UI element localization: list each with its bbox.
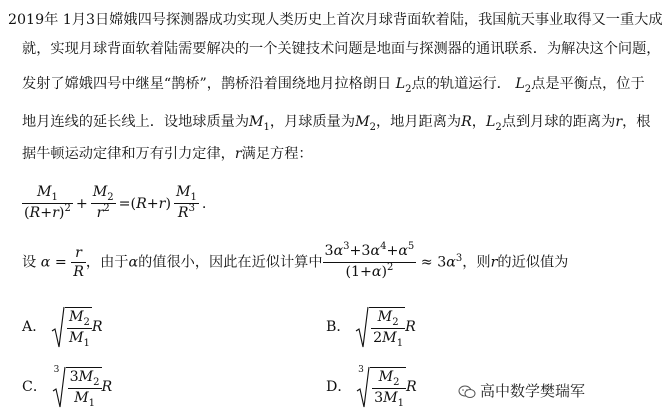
cube-root-sign: 3 $\frac{M_2}{3M_1}$ <box>358 365 405 409</box>
fraction-moon-term: $\frac{M_2}{r^2}$ <box>92 184 114 221</box>
watermark-text: 高中数学樊瑞军 <box>480 382 586 400</box>
cube-root-sign: 3 $\frac{3M_2}{M_1}$ <box>53 365 100 409</box>
option-b[interactable]: B． $\frac{M_2}{2M_1}$ R <box>326 305 416 349</box>
m1-symbol: $M_1$ <box>249 114 270 133</box>
fraction-earth-term: $\frac{M_1}{(R+r)^2}$ <box>24 184 71 221</box>
r-cap-symbol: R <box>461 114 472 130</box>
m2-symbol: $M_2$ <box>355 114 376 133</box>
sqrt-sign: $\frac{M_2}{2M_1}$ <box>355 305 405 349</box>
approximation-line: 设 α = $\frac{r}{R}$ ，由于α的值很小，因此在近似计算中 $\frac{3\alpha^3+3\alpha^4+\alpha^5}{(1+\alpha)^2}$ ≈ $3\alpha^3$，则r的近似值为 <box>22 242 568 283</box>
r-symbol: r <box>615 114 623 130</box>
approximation-fraction: $\frac{3\alpha^3+3\alpha^4+\alpha^5}{(1+\alpha)^2}$ <box>324 241 415 280</box>
watermark <box>458 380 585 401</box>
option-a[interactable]: A． $\frac{M_2}{M_1}$ R <box>22 305 103 349</box>
problem-line-1: 2019年 1月3日嫦娥四号探测器成功实现人类历史上首次月球背面软着陆，我国航天事业取得又一重大成 <box>8 12 663 28</box>
l2-symbol: $L_2$ <box>395 76 412 95</box>
sqrt-sign: $\frac{M_2}{M_1}$ <box>51 305 92 349</box>
l2-symbol: $L_2$ <box>515 76 532 95</box>
problem-line-5: 据牛顿运动定律和万有引力定律，r满足方程： <box>22 146 313 162</box>
fraction-centripetal-term: $\frac{M_1}{R^3}$ <box>176 184 197 221</box>
orbit-equation: $\frac{M_1}{(R+r)^2}$ + $\frac{M_2}{r^2}$ =(R+r) $\frac{M_1}{R^3}$ . <box>22 183 209 224</box>
alpha-fraction: $\frac{r}{R}$ <box>73 245 84 280</box>
r-symbol: r <box>234 146 242 162</box>
option-c[interactable]: C． 3 $\frac{3M_2}{M_1}$ R <box>22 365 113 409</box>
problem-line-3: 发射了嫦娥四号中继星“鹊桥”，鹊桥沿着围绕地月拉格朗日 $L_2$点的轨道运行． $L_2$点是平衡点，位于 <box>22 76 645 95</box>
l2-symbol: $L_2$ <box>486 114 502 133</box>
problem-line-2: 就，实现月球背面软着陆需要解决的一个关键技术问题是地面与探测器的通讯联系．为解决这个问题， <box>22 41 661 57</box>
wechat-icon <box>458 385 476 399</box>
problem-line-4: 地月连线的延长线上．设地球质量为$M_1$，月球质量为$M_2$，地月距离为R，$L_2$点到月球的距离为r，根 <box>22 114 651 133</box>
option-d[interactable]: D． 3 $\frac{M_2}{3M_1}$ R <box>326 365 417 409</box>
